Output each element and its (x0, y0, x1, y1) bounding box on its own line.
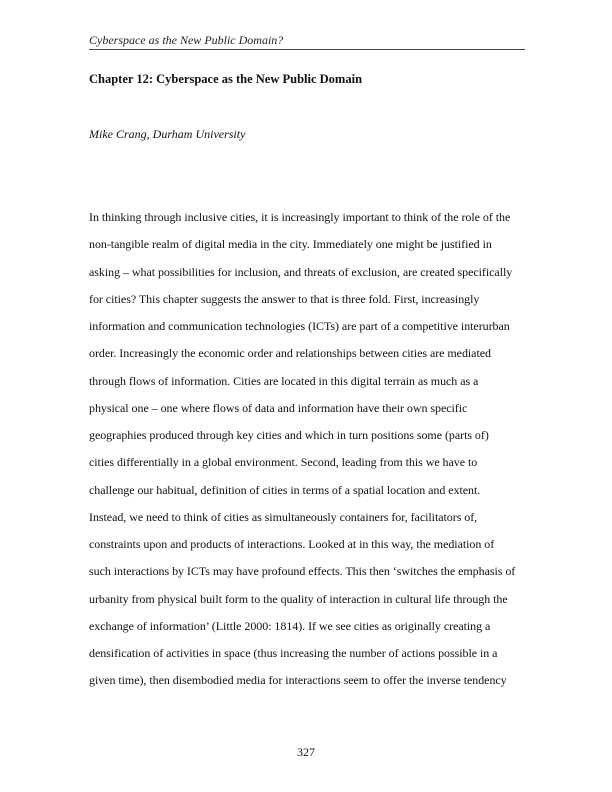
body-line: geographies produced through key cities and which in turn positions some (parts of) (89, 428, 489, 442)
body-line: asking – what possibilities for inclusion, and threats of exclusion, are created specifically (89, 264, 513, 279)
body-line: physical one – one where flows of data and information have their own specific (89, 400, 468, 415)
body-line: In thinking through inclusive cities, it is increasingly important to think of the role of the (89, 210, 511, 224)
page-number: 327 (297, 745, 315, 759)
body-line: challenge our habitual, definition of cities in terms of a spatial location and extent. (89, 482, 481, 497)
body-line: cities differentially in a global environment. Second, leading from this we have to (89, 455, 478, 470)
author-affiliation: Mike Crang, Durham University (89, 127, 246, 141)
body-line: such interactions by ICTs may have profound effects. This then ‘switches the emphasis of (89, 564, 516, 579)
body-line: constraints upon and products of interactions. Looked at in this way, the mediation of (89, 537, 495, 551)
body-line: non-tangible realm of digital media in the city. Immediately one might be justified in (89, 237, 492, 252)
body-line: given time), then disembodied media for interactions seem to offer the inverse tendency (89, 673, 507, 688)
body-paragraph (89, 207, 529, 698)
body-line: through flows of information. Cities are located in this digital terrain as much as a (89, 373, 479, 388)
chapter-title: Chapter 12: Cyberspace as the New Public Domain (89, 72, 363, 86)
body-line: urbanity from physical built form to the quality of interaction in cultural life through the (89, 591, 508, 606)
body-line: exchange of information’ (Little 2000: 1814). If we see cities as originally creating a (89, 618, 491, 633)
body-line: for cities? This chapter suggests the answer to that is three fold. First, increasingly (89, 291, 480, 306)
body-line: information and communication technologies (ICTs) are part of a competitive interurban (89, 319, 510, 333)
body-line: densification of activities in space (thus increasing the number of actions possible in a (89, 646, 498, 660)
body-line: Instead, we need to think of cities as simultaneously containers for, facilitators of, (89, 509, 478, 524)
body-line: order. Increasingly the economic order and relationships between cities are mediated (89, 346, 491, 361)
running-header: Cyberspace as the New Public Domain? (89, 33, 525, 50)
